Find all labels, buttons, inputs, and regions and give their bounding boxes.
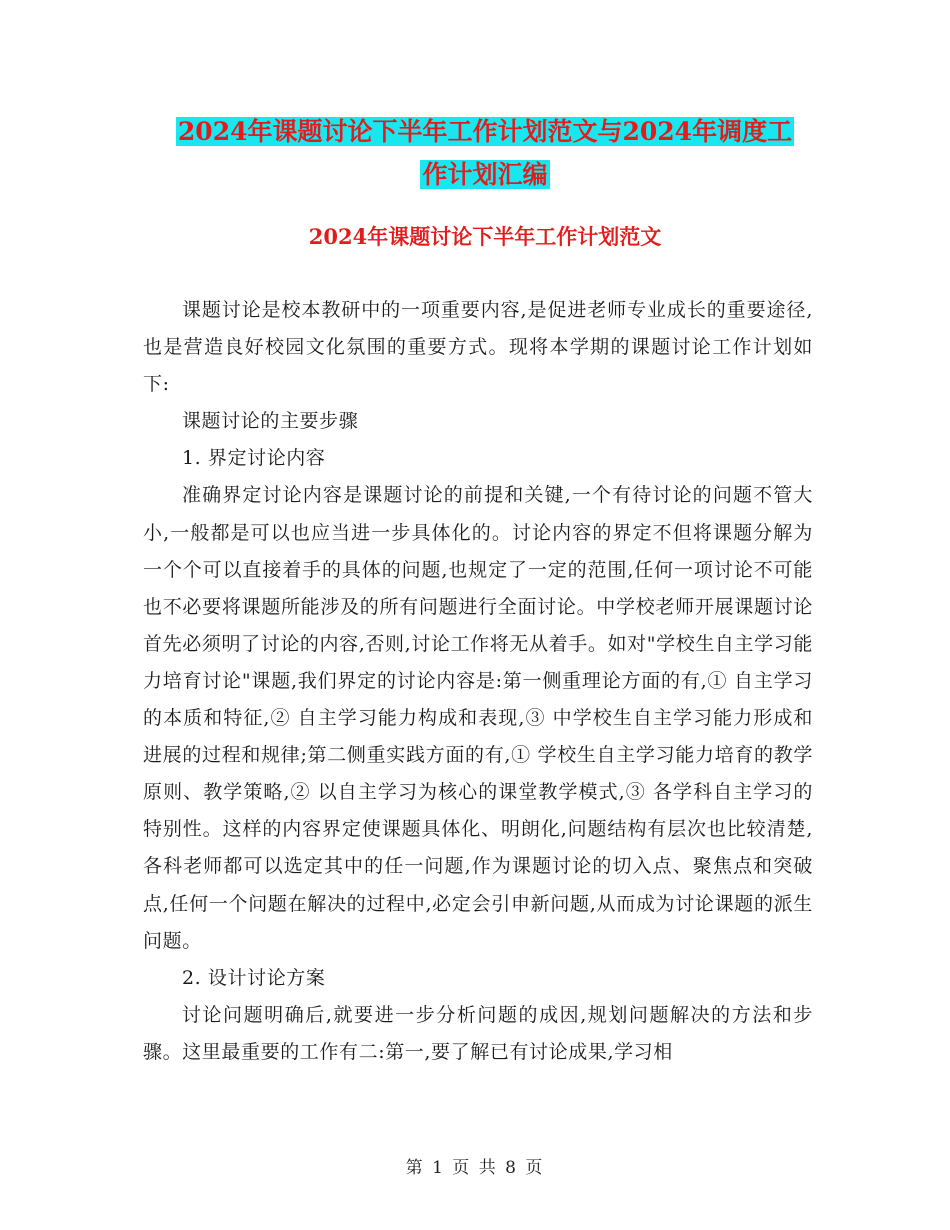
paragraph-design-plan: 讨论问题明确后,就要进一步分析问题的成因,规划问题解决的方法和步骤。这里最重要的工作有二:第一,要了解已有讨论成果,学习相	[143, 1003, 813, 1063]
page-footer: 第 1 页 共 8 页	[405, 1158, 545, 1178]
paragraph-heading-2: 2. 设计讨论方案	[181, 966, 326, 989]
paragraph-heading-1: 1. 界定讨论内容	[181, 447, 326, 470]
paragraph-define-content: 准确界定讨论内容是课题讨论的前提和关键,一个有待讨论的问题不管大小,一般都是可以也应当进一步具体化的。讨论内容的界定不但将课题分解为一个个可以直接着手的具体的问题,也规定了一定的范围,任何一项讨论不可能也不必要将课题所能涉及的所有问题进行全面讨论。中学校老师开展课题讨论首先必须明了讨论的内容,否则,讨论工作将无从着手。如对"学校生自主学习能力培育讨论"课题,我们界定的讨论内容是:第一侧重理论方面的有,① 自主学习的本质和特征,② 自主学习能力构成和表现,③ 中学校生自主学习能力形成和进展的过程和规律;第二侧重实践方面的有,① 学校生自主学习能力培育的教学原则、教学策略,② 以自主学习为核心的课堂教学模式,③ 各学科自主学习的特别性。这样的内容界定使课题具体化、明朗化,问题结构有层次也比较清楚,各科老师都可以选定其中的任一问题,作为课题讨论的切入点、聚焦点和突破点,任何一个问题在解决的过程中,必定会引申新问题,从而成为讨论课题的派生问题。	[143, 484, 813, 952]
document-body	[143, 292, 813, 1071]
paragraph-heading-steps: 课题讨论的主要步骤	[181, 410, 359, 433]
section-title: 2024年课题讨论下半年工作计划范文	[308, 224, 662, 249]
document-title-line-1: 2024年课题讨论下半年工作计划范文与2024年调度工	[177, 117, 793, 146]
paragraph-intro: 课题讨论是校本教研中的一项重要内容,是促进老师专业成长的重要途径,也是营造良好校园文化氛围的重要方式。现将本学期的课题讨论工作计划如下:	[143, 299, 813, 396]
document-title	[140, 110, 830, 196]
document-title-line-2: 作计划汇编	[422, 160, 548, 189]
